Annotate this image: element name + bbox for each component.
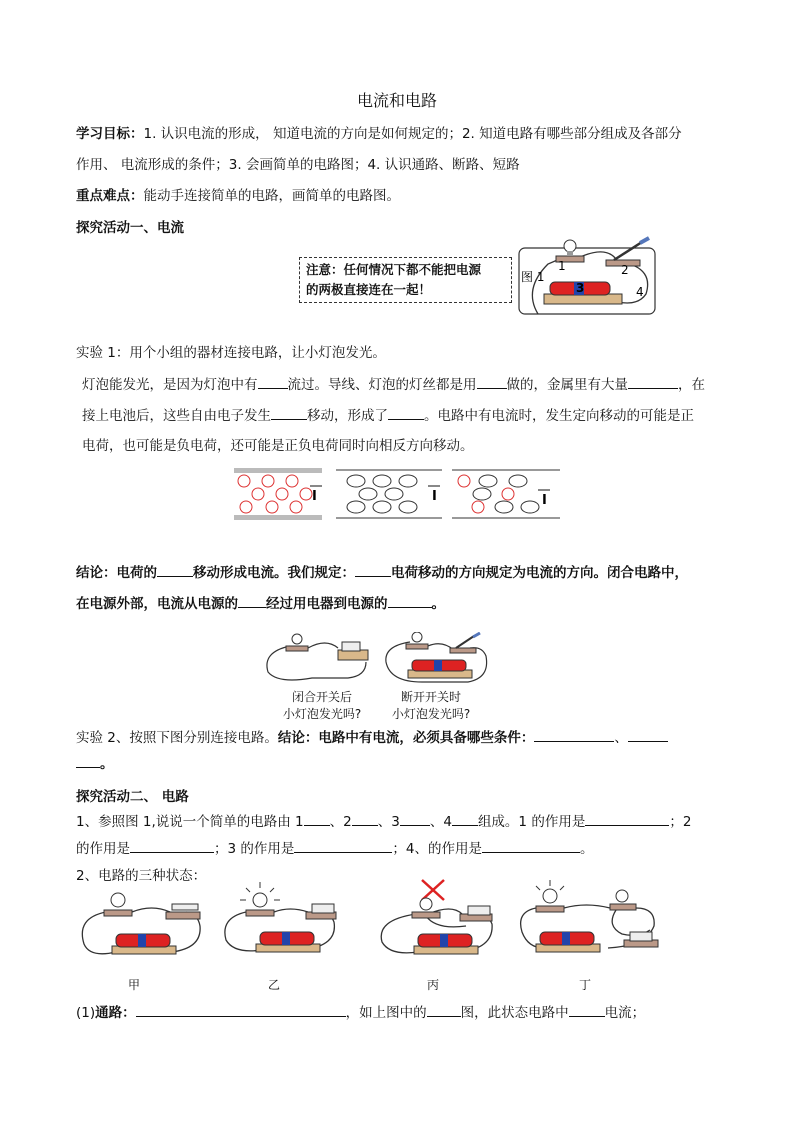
- blank-role-2[interactable]: [130, 838, 214, 853]
- exp1-text-f: 移动，形成了: [307, 408, 388, 424]
- positive-charge-panel: [234, 468, 322, 520]
- conclusion-text-e: 经过用电器到电源的: [266, 596, 388, 612]
- question-1-line-2: [76, 838, 593, 859]
- mixed-charge-panel: [452, 470, 560, 518]
- charge-movement-diagram: [232, 466, 562, 522]
- q1-text-b: 、2: [329, 814, 352, 830]
- blank-role-1[interactable]: [585, 811, 669, 826]
- figure-1-number-1: 1: [558, 259, 566, 273]
- warning-note-box: [299, 257, 512, 303]
- blank-has-current[interactable]: [569, 1002, 605, 1017]
- objectives-text-1: 1. 认识电流的形成， 知道电流的方向是如何规定的；2. 知道电路有哪些部分组成及各部分: [143, 126, 682, 142]
- figure-1-number-3: 3: [576, 281, 585, 295]
- q3-text-c: ，如上图中的: [345, 1005, 427, 1021]
- exp1-text-c: 做的，金属里有大量: [506, 377, 628, 393]
- experiment-2-line-2: [76, 753, 114, 774]
- keypoints-label: 重点难点：: [76, 188, 144, 204]
- circuit-state-bing: [381, 880, 492, 954]
- exp1-text-d: ，在: [678, 377, 705, 393]
- exp2-end: 。: [100, 756, 114, 772]
- current-label-3: I: [542, 493, 547, 508]
- q1-text-c: 、3: [377, 814, 400, 830]
- q1-text-h: ；3 的作用是: [214, 841, 295, 857]
- q1-text-i: ；4、的作用是: [392, 841, 482, 857]
- blank-current[interactable]: [388, 405, 424, 420]
- figure-1-circuit-diagram: [518, 234, 658, 316]
- figure-1-number-2: 2: [621, 263, 629, 277]
- state-label-yi: 乙: [268, 978, 281, 992]
- blank-part-4[interactable]: [452, 811, 478, 826]
- exp2-text-b: 结论：电路中有电流，必须具备哪些条件：: [277, 730, 535, 746]
- closed-switch-circuit: [267, 634, 368, 680]
- blank-closed-circuit-def[interactable]: [136, 1002, 346, 1017]
- exp1-text-a: 灯泡能发光，是因为灯泡中有: [82, 377, 258, 393]
- experiment-1-intro: 实验 1：用个小组的器材连接电路，让小灯泡发光。: [76, 345, 386, 361]
- page-title: 电流和电路: [356, 91, 437, 110]
- q1-text-j: 。: [579, 841, 594, 857]
- q1-text-g: 的作用是: [76, 841, 130, 857]
- state-label-ding: 丁: [579, 978, 592, 992]
- blank-free-electrons[interactable]: [628, 374, 678, 389]
- blank-positive-charge[interactable]: [355, 562, 391, 577]
- conclusion-1-line-2: [76, 593, 445, 614]
- blank-role-4[interactable]: [482, 838, 580, 853]
- open-switch-caption-1: 断开开关时: [400, 690, 461, 704]
- closed-switch-caption: [272, 688, 372, 722]
- question-3-line: [76, 1002, 645, 1023]
- blank-condition-1[interactable]: [534, 727, 614, 742]
- exp1-text-e: 接上电池后，这些自由电子发生: [82, 408, 271, 424]
- activity2-heading: 探究活动二、 电路: [76, 789, 189, 805]
- objectives-line-1: [76, 124, 682, 144]
- conclusion-text-d: 在电源外部，电流从电源的: [76, 596, 238, 612]
- blank-directional[interactable]: [271, 405, 307, 420]
- objectives-label: 学习目标：: [76, 126, 144, 142]
- negative-charge-panel: [336, 470, 442, 518]
- q1-text-a: 1、参照图 1,说说一个简单的电路由 1: [76, 814, 304, 830]
- circuit-state-ding: [521, 880, 658, 952]
- blank-part-1[interactable]: [304, 811, 330, 826]
- question-1-line-1: [76, 811, 691, 832]
- warning-note-line-2: 的两极直接连在一起！: [306, 282, 432, 297]
- conclusion-1-line-1: [76, 562, 688, 583]
- keypoints-text: 能动手连接简单的电路，画简单的电路图。: [143, 188, 400, 204]
- q1-text-d: 、4: [429, 814, 452, 830]
- blank-directional-move[interactable]: [157, 562, 193, 577]
- figure-1-label: 图 1: [521, 270, 545, 284]
- q3-label-closed-circuit: 通路：: [95, 1005, 136, 1021]
- question-2-heading: 2、电路的三种状态：: [76, 868, 207, 884]
- current-label-2: I: [432, 489, 437, 504]
- experiment-2-line-1: [76, 727, 668, 748]
- q3-text-d: 图，此状态电路中: [460, 1005, 569, 1021]
- circuit-state-jia: [82, 893, 200, 954]
- exp1-text-g: 。电路中有电流时，发生定向移动的可能是正: [424, 408, 694, 424]
- conclusion-text-a: 结论：电荷的: [76, 565, 157, 581]
- exp1-text-b: 流过。导线、灯泡的灯丝都是用: [287, 377, 477, 393]
- blank-material[interactable]: [477, 374, 507, 389]
- open-switch-caption: [376, 688, 486, 722]
- experiment-1-line-2: [82, 405, 694, 426]
- blank-condition-2-start[interactable]: [628, 727, 668, 742]
- q1-text-f: ；2: [669, 814, 692, 830]
- open-switch-caption-2: 小灯泡发光吗?: [391, 707, 471, 721]
- warning-note-line-1: 注意：任何情况下都不能把电源: [306, 262, 482, 277]
- objectives-line-2: 作用、 电流形成的条件；3. 会画简单的电路图；4. 认识通路、断路、短路: [76, 157, 520, 173]
- activity1-heading: 探究活动一、电流: [76, 220, 184, 236]
- current-label-1: I: [312, 489, 317, 504]
- blank-figure[interactable]: [427, 1002, 461, 1017]
- keypoints-line: [76, 186, 400, 206]
- blank-role-3[interactable]: [294, 838, 392, 853]
- exp2-text-a: 实验 2、按照下图分别连接电路。: [76, 730, 278, 746]
- experiment-1-line-1: [82, 374, 705, 395]
- blank-current-flow[interactable]: [258, 374, 288, 389]
- state-label-bing: 丙: [427, 978, 440, 992]
- exp2-separator: 、: [614, 730, 628, 746]
- experiment-1-line-3: 电荷，也可能是负电荷，还可能是正负电荷同时向相反方向移动。: [82, 438, 474, 454]
- conclusion-text-c: 电荷移动的方向规定为电流的方向。闭合电路中，: [391, 565, 688, 581]
- circuit-states-diagram: [76, 878, 716, 970]
- q3-text-a: (1): [76, 1005, 96, 1021]
- open-switch-circuit: [386, 632, 487, 682]
- closed-switch-caption-1: 闭合开关后: [291, 690, 352, 704]
- q3-text-e: 电流；: [604, 1005, 646, 1021]
- switch-experiment-diagram: [262, 632, 492, 688]
- blank-condition-2-end[interactable]: [76, 753, 100, 768]
- blank-negative-pole[interactable]: [388, 593, 432, 608]
- blank-part-2[interactable]: [352, 811, 378, 826]
- state-label-jia: 甲: [128, 978, 141, 992]
- conclusion-text-b: 移动形成电流。我们规定：: [193, 565, 355, 581]
- conclusion-text-f: 。: [431, 596, 445, 612]
- figure-1-number-4: 4: [636, 285, 644, 299]
- circuit-state-yi: [225, 882, 336, 952]
- blank-part-3[interactable]: [400, 811, 430, 826]
- q1-text-e: 组成。1 的作用是: [477, 814, 586, 830]
- closed-switch-caption-2: 小灯泡发光吗?: [282, 707, 362, 721]
- blank-positive-pole[interactable]: [238, 593, 266, 608]
